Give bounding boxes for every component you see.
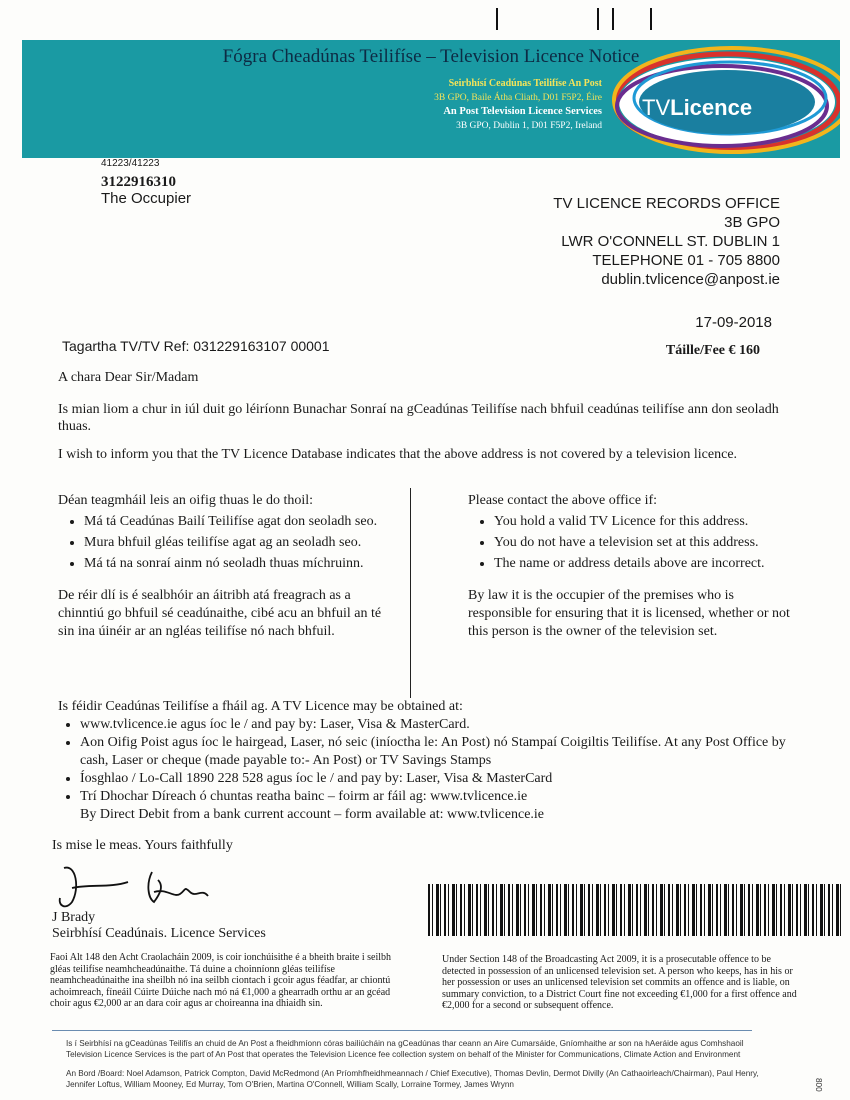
footer-board-line-2: Jennifer Loftus, William Mooney, Ed Murray, Tom O'Brien, Martina O'Connell, William Scally, Lorraine Tormey, James Wrynn [66,1080,514,1089]
legal-notice-irish: Faoi Alt 148 den Acht Craolacháin 2009, is coir ionchúisithe é a bheith braite i seilbh gléas teilifíse neamhcheadúnaithe. Tá duine a choinníonn gléas teilifíse neamhcheadúnaithe ina sheilbh nó ina seilbh ciontach i gcoir agus féadfar, ar chiontú achoimreach, fíneáil Cúirte Dúiche nach mó ná €1,000 a ghearradh orthu ar an gcéad choir agus €2,000 ar an dara coir agus ar choireanna ina dhiaidh sin. [50,952,392,1009]
law-text-irish: De réir dlí is é sealbhóir an áitribh atá freagrach as a chinntiú go bhfuil sé ceadúnaithe, cibé acu an bhfuil an té sin ina úinéir ar an ngléas teilifíse nó nach bhfuil. [58,588,382,639]
recipient-code: 41223/41223 [101,158,160,169]
list-item: • Má tá na sonraí ainm nó seoladh thuas míchruinn. [84,555,388,573]
footer-divider [52,1030,752,1031]
office-line-1: TV LICENCE RECORDS OFFICE [553,195,780,212]
recipient-number: 3122916310 [101,174,176,190]
signatory-title: Seirbhísí Ceadúnais. Licence Services [52,926,266,941]
payment-item-post-office: • Aon Oifig Poist agus íoc le hairgead, Laser, nó seic (iníoctha le: An Post) nó Stampaí Coigiltis Teilifíse. At any Post Office by cash, Laser or cheque (made payable to:- An Post) or TV Savings Stamps [80,734,798,770]
payment-section [58,698,798,824]
salutation: A chara Dear Sir/Madam [58,370,199,385]
handwritten-signature [50,858,220,914]
list-item: • You do not have a television set at this address. [494,534,798,552]
footer-line-english: Television Licence Services is the part of An Post that operates the Television Licence fee collection system on behalf of the Minister for Communications, Climate Action and Environment [66,1050,741,1059]
contact-intro-irish: Déan teagmháil leis an oifig thuas le do thoil: [58,493,314,508]
fee-amount: Táille/Fee € 160 [665,343,760,358]
footer-board-line-1: An Bord /Board: Noel Adamson, Patrick Compton, David McRedmond (An Príomhfheidhmeannach / Chief Executive), Thomas Devlin, Dermot Divilly (An Cathaoirleach/Chairman), Paul Henry, [66,1069,759,1078]
list-item: • Má tá Ceadúnas Bailí Teilifíse agat don seoladh seo. [84,513,388,531]
paragraph-english: I wish to inform you that the TV Licence Database indicates that the above address is not covered by a television licence. [58,447,738,462]
signatory [52,910,266,942]
service-name-english: An Post Television Licence Services [443,106,602,117]
barcode [428,884,844,936]
reference-label: Tagartha TV/TV Ref: [62,338,190,354]
list-item: • Mura bhfuil gléas teilifíse agat ag an seoladh seo. [84,534,388,552]
recipient-name: The Occupier [101,190,192,207]
paragraph-irish: Is mian liom a chur in iúl duit go léiríonn Bunachar Sonraí na gCeadúnas Teilifíse nach bhfuil ceadúnas teilifíse ann don seoladh thuas. [58,402,779,434]
notice-title: Fógra Cheadúnas Teilifíse – Television Licence Notice [222,46,640,67]
column-divider [410,488,411,698]
service-address-irish: 3B GPO, Baile Átha Cliath, D01 F5P2, Éire [434,93,602,103]
payment-item-direct-debit: • Trí Dhochar Díreach ó chuntas reatha bainc – foirm ar fáil ag: www.tvlicence.ie [80,788,798,806]
side-code: 800 [814,1078,823,1092]
signatory-name: J Brady [52,910,96,925]
closing: Is mise le meas. Yours faithfully [52,838,233,853]
left-column-irish [58,492,388,641]
legal-notice-english: Under Section 148 of the Broadcasting Act 2009, it is a prosecutable offence to be detected in possession of an unlicensed television set. A person who keeps, has in his or her possession or uses an unlicensed television set commits an offence and is liable, on summary conviction, to a District Court fine not exceeding €1,000 for a first offence and €2,000 for a second or subsequent offence. [442,954,797,1011]
footer [66,1038,802,1090]
payment-item-online: • www.tvlicence.ie agus íoc le / and pay by: Laser, Visa & MasterCard. [80,716,798,734]
office-line-3: LWR O'CONNELL ST. DUBLIN 1 [561,233,780,250]
right-column-english [468,492,798,641]
payment-item-locall: • Íosghlao / Lo-Call 1890 228 528 agus íoc le / and pay by: Laser, Visa & MasterCard [80,770,798,788]
list-item: • You hold a valid TV Licence for this address. [494,513,798,531]
service-address-english: 3B GPO, Dublin 1, D01 F5P2, Ireland [456,121,602,131]
footer-line-irish: Is í Seirbhísí na gCeadúnas Teilifís an chuid de An Post a fheidhmíonn córas bailiúcháin na gCeadúnas thar ceann an Aire Cumarsáide, Gníomhaithe ar son na hAeráide agus Comhshaoil [66,1039,744,1048]
payment-intro: Is féidir Ceadúnas Teilifíse a fháil ag. A TV Licence may be obtained at: [58,699,463,714]
office-email: dublin.tvlicence@anpost.ie [601,271,780,288]
law-text-english: By law it is the occupier of the premises who is responsible for ensuring that it is licensed, whether or not this person is the owner of the television set. [468,588,790,639]
logo-main: Licence [670,95,753,120]
office-line-2: 3B GPO [724,214,780,231]
payment-direct-debit-english: By Direct Debit from a bank current account – form available at: www.tvlicence.ie [80,807,545,822]
header-banner [22,40,840,158]
office-phone: TELEPHONE 01 - 705 8800 [592,252,780,269]
contact-intro-english: Please contact the above office if: [468,493,658,508]
reference [62,338,330,354]
tv-licence-logo [642,95,752,121]
list-item: • The name or address details above are incorrect. [494,555,798,573]
letter-date: 17-09-2018 [695,314,772,331]
reference-number: 031229163107 00001 [193,338,330,354]
service-name-irish: Seirbhísí Ceadúnas Teilifíse An Post [448,78,602,89]
logo-prefix: TV [642,95,671,120]
office-address [500,194,780,289]
